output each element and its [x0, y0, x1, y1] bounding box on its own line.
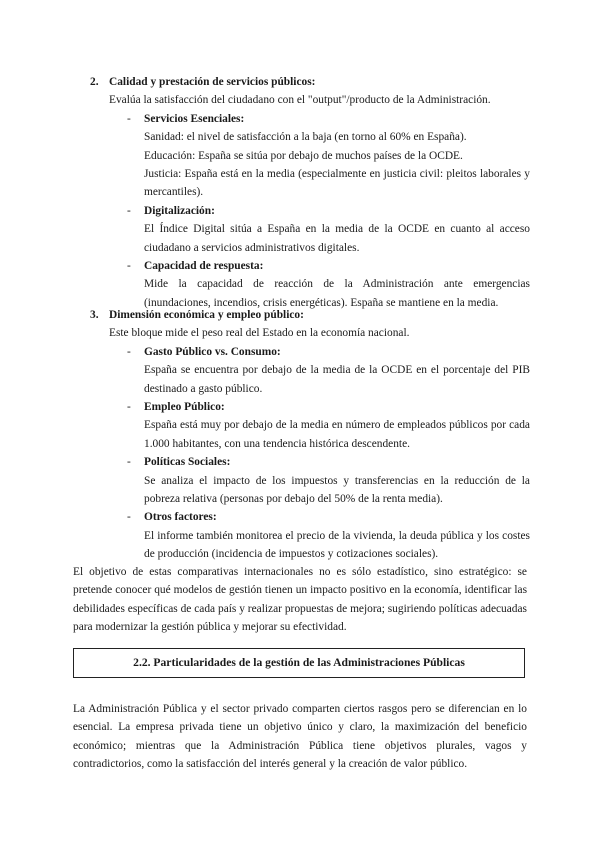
item-text: Justicia: España está en la media (especialmente en justicia civil: pleitos laborales y mercantiles).: [144, 168, 530, 199]
item-text: Se analiza el impacto de los impuestos y transferencias en la reducción de la pobreza relativa (personas por debajo del 50% de la renta media).: [144, 474, 530, 506]
item-title: Empleo Público:: [144, 401, 225, 414]
list-item-capacidad-respuesta: [90, 257, 530, 312]
item-title: Gasto Público vs. Consumo:: [144, 345, 281, 358]
intro-paragraph: La Administración Pública y el sector privado comparten ciertos rasgos pero se diferencian en lo esencial. La empresa privada tiene un objetivo único y claro, la maximización del beneficio económico; mientras que la Administración Pública tiene objetivos plurales, vagos y contradictorios, como la satisfacción del interés general y la creación de valor público.: [73, 703, 527, 771]
section-heading-title: 2.2. Particularidades de la gestión de las Administraciones Públicas: [133, 655, 465, 669]
item-title: Digitalización:: [144, 204, 215, 217]
item-text: España se encuentra por debajo de la media de la OCDE en el porcentaje del PIB destinado a gasto público.: [144, 364, 530, 395]
section-2-title: Calidad y prestación de servicios públicos:: [109, 76, 316, 88]
item-text: España está muy por debajo de la media en número de empleados públicos por cada 1.000 habitantes, con una tendencia histórica descendente.: [144, 419, 530, 450]
closing-paragraph: El objetivo de estas comparativas internacionales no es sólo estadístico, sino estratégico: se pretende conocer qué modelos de gestión tienen un impacto positivo en la economía, identificar las debilidades específicas de cada país y realizar propuestas de mejora; sugiriendo políticas adecuadas para modernizar la gestión pública y mejorar su efectividad.: [73, 566, 527, 634]
item-text: Mide la capacidad de reacción de la Administración ante emergencias (inundaciones, incendios, crisis energéticas). España se mantiene en la media.: [144, 278, 530, 309]
item-text: Educación: España se sitúa por debajo de muchos países de la OCDE.: [144, 149, 463, 162]
item-text: El Índice Digital sitúa a España en la media de la OCDE en cuanto al acceso ciudadano a servicios administrativos digitales.: [144, 223, 530, 254]
list-dash: -: [127, 401, 131, 414]
section-2: [90, 73, 530, 312]
item-title: Políticas Sociales:: [144, 456, 231, 469]
item-text: El informe también monitorea el precio de la vivienda, la deuda pública y los costes de producción (incidencia de impuestos y cotizaciones sociales).: [144, 529, 530, 561]
section-3-title: Dimensión económica y empleo público:: [109, 309, 304, 321]
item-title: Capacidad de respuesta:: [144, 260, 264, 273]
section-3-description: Este bloque mide el peso real del Estado en la economía nacional.: [109, 327, 410, 340]
section-3-number: 3.: [90, 309, 99, 321]
list-item-empleo-publico: [90, 398, 530, 453]
section-2-number: 2.: [90, 76, 99, 88]
list-dash: -: [127, 456, 131, 469]
list-item-digitalizacion: [90, 202, 530, 257]
item-title: Servicios Esenciales:: [144, 112, 245, 125]
list-item-servicios-esenciales: [90, 110, 530, 202]
list-item-gasto-publico: [90, 343, 530, 398]
list-item-otros-factores: [90, 508, 530, 563]
list-dash: -: [127, 345, 131, 358]
section-3: [90, 306, 530, 564]
list-dash: -: [127, 204, 131, 217]
list-dash: -: [127, 112, 131, 125]
section-2-description: Evalúa la satisfacción del ciudadano con el "output"/producto de la Administración.: [109, 94, 491, 107]
section-2-heading: [90, 73, 530, 91]
section-heading-box: [73, 648, 525, 678]
list-item-politicas-sociales: [90, 453, 530, 508]
item-text: Sanidad: el nivel de satisfacción a la baja (en torno al 60% en España).: [144, 131, 467, 144]
list-dash: -: [127, 260, 131, 273]
list-dash: -: [127, 511, 131, 524]
item-title: Otros factores:: [144, 511, 217, 524]
section-3-heading: [90, 306, 530, 324]
